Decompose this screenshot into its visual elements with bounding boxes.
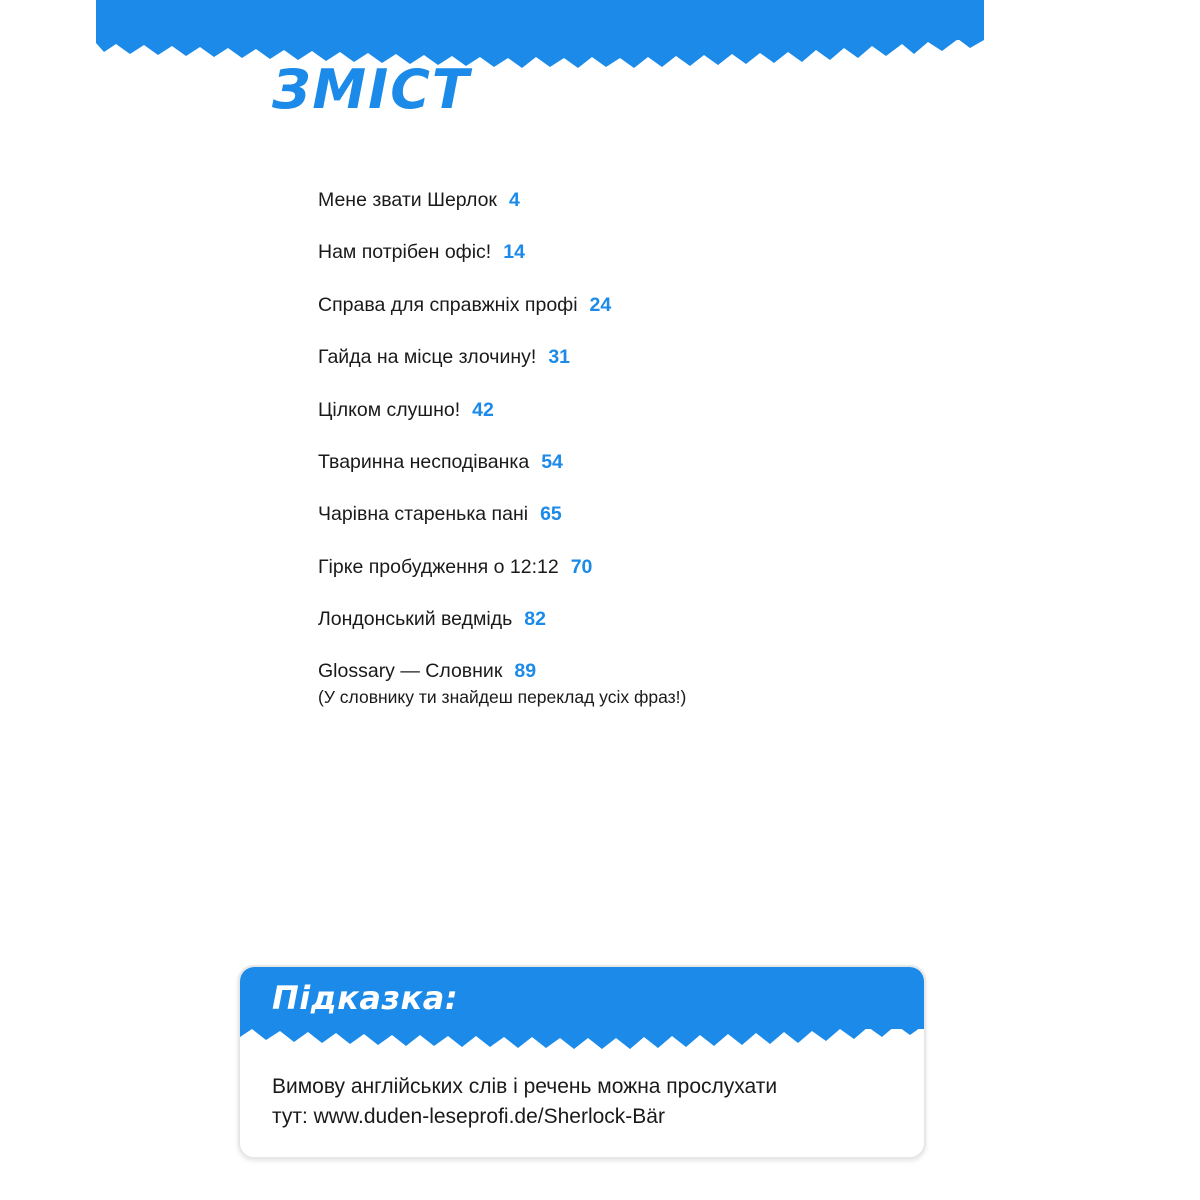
toc-entry-title: Справа для справжніх профі <box>318 293 578 316</box>
header-band-ragged-edge <box>96 34 984 74</box>
hint-text-line-2[interactable]: тут: www.duden-leseprofi.de/Sherlock-Bär <box>272 1105 665 1129</box>
header-brush-band <box>96 0 984 74</box>
toc-entry-title: Гірке пробудження о 12:12 <box>318 555 559 578</box>
toc-entry-page: 31 <box>548 346 571 369</box>
page-title: ЗМІСТ <box>272 58 471 121</box>
toc-entry-title: Чарівна старенька пані <box>318 503 529 526</box>
toc-entry-title: Цілком слушно! <box>318 398 461 421</box>
list-item[interactable] <box>318 607 958 631</box>
table-of-contents <box>318 188 958 737</box>
hint-text <box>272 1072 904 1133</box>
hint-box <box>238 965 926 1159</box>
hint-text-line-1: Вимову англійських слів і речень можна прослухати <box>272 1075 778 1098</box>
toc-entry-note: (У словнику ти знайдеш переклад усіх фраз!) <box>318 686 687 707</box>
toc-entry-page: 89 <box>514 660 537 683</box>
list-item[interactable] <box>318 345 958 369</box>
list-item[interactable] <box>318 240 958 264</box>
toc-entry-title: Мене звати Шерлок <box>318 189 497 211</box>
toc-entry-page: 4 <box>508 189 520 211</box>
toc-entry-page: 82 <box>524 608 546 630</box>
toc-entry-page: 24 <box>589 293 612 316</box>
list-item[interactable] <box>318 293 958 317</box>
list-item[interactable] <box>318 502 958 526</box>
toc-entry-page: 42 <box>472 398 494 421</box>
hint-title: Підказка: <box>272 979 459 1017</box>
toc-entry-title: Нам потрібен офіс! <box>318 241 492 264</box>
toc-entry-title: Glossary — Словник <box>318 660 503 683</box>
toc-entry-title: Тваринна несподіванка <box>318 450 530 473</box>
list-item[interactable] <box>318 450 958 474</box>
toc-entry-title: Гайда на місце злочину! <box>318 346 537 369</box>
toc-entry-page: 14 <box>503 241 525 264</box>
toc-entry-page: 70 <box>570 555 593 578</box>
toc-entry-page: 54 <box>541 450 563 473</box>
list-item[interactable] <box>318 659 958 708</box>
toc-entry-title: Лондонський ведмідь <box>318 608 513 630</box>
list-item[interactable] <box>318 188 958 212</box>
list-item[interactable] <box>318 398 958 422</box>
toc-entry-page: 65 <box>540 503 562 526</box>
list-item[interactable] <box>318 555 958 579</box>
hint-band-ragged-edge <box>240 1021 924 1063</box>
hint-brush-band <box>240 967 924 1063</box>
